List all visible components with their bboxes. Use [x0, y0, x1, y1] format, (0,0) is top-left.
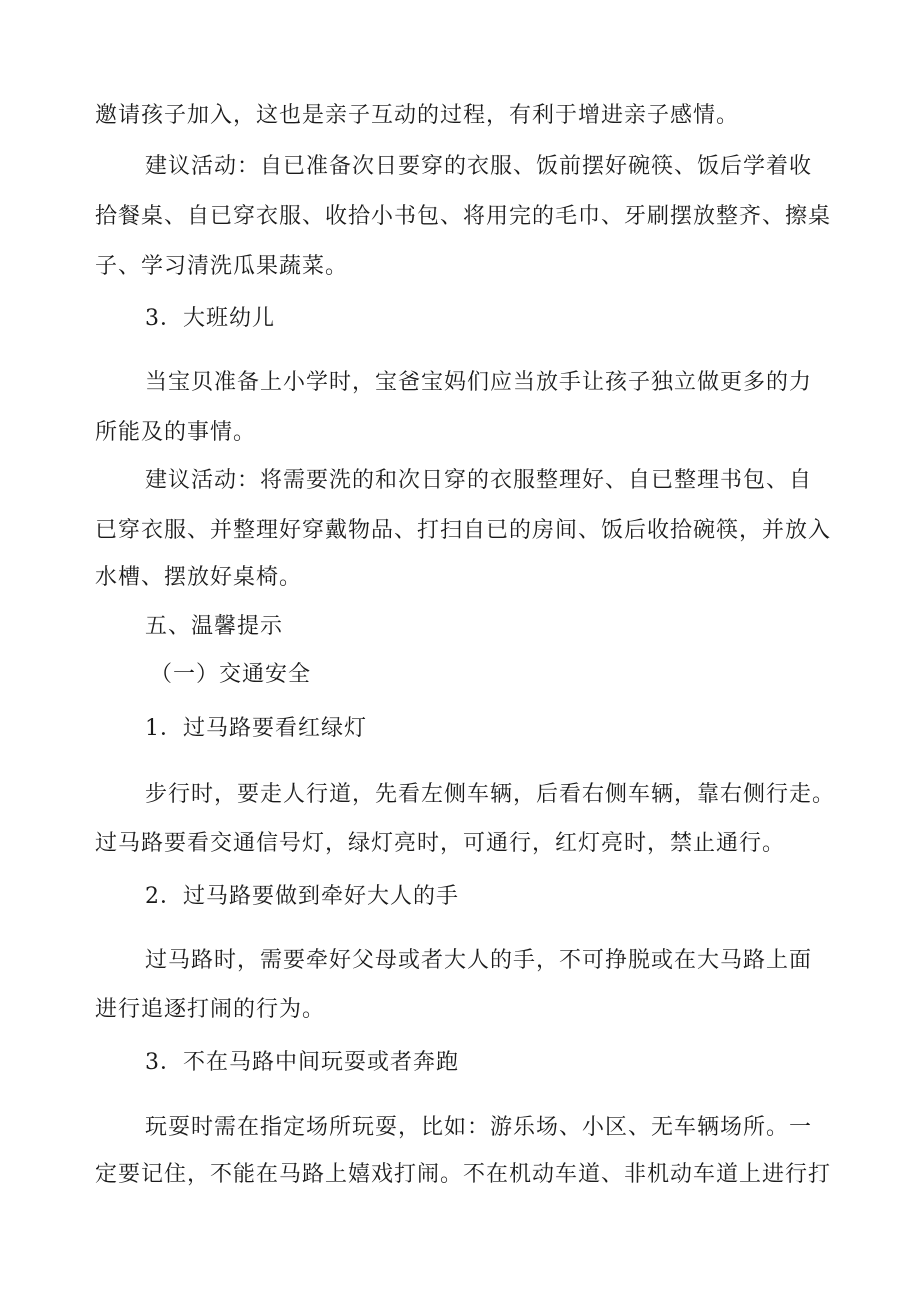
paragraph-line: 已穿衣服、并整理好穿戴物品、打扫自已的房间、饭后收拾碗筷，并放入: [95, 518, 832, 543]
paragraph-line: 子、学习清洗瓜果蔬菜。: [95, 254, 349, 279]
paragraph-line: 过马路时，需要牵好父母或者大人的手，不可挣脱或在大马路上面: [145, 948, 813, 973]
paragraph-line: 定要记住，不能在马路上嬉戏打闹。不在机动车道、非机动车道上进行打: [95, 1162, 832, 1187]
paragraph-line: 进行追逐打闹的行为。: [95, 997, 326, 1022]
paragraph-line: 建议活动：将需要洗的和次日穿的衣服整理好、自已整理书包、自: [145, 468, 813, 493]
paragraph-line: 水槽、摆放好桌椅。: [95, 565, 303, 590]
paragraph-line: 建议活动：自已准备次日要穿的衣服、饭前摆好碗筷、饭后学着收: [145, 154, 813, 179]
paragraph-line: 邀请孩子加入，这也是亲子互动的过程，有利于增进亲子感情。: [95, 103, 740, 128]
item-heading: 2．过马路要做到牵好大人的手: [145, 884, 459, 909]
paragraph-line: 拾餐桌、自已穿衣服、收拾小书包、将用完的毛巾、牙刷摆放整齐、擦桌: [95, 204, 832, 229]
paragraph-line: 玩耍时需在指定场所玩耍，比如：游乐场、小区、无车辆场所。一: [145, 1115, 813, 1140]
section-heading: 五、温馨提示: [145, 614, 284, 639]
paragraph-line: 过马路要看交通信号灯，绿灯亮时，可通行，红灯亮时，禁止通行。: [95, 831, 786, 856]
paragraph-line: 步行时，要走人行道，先看左侧车辆，后看右侧车辆，靠右侧行走。: [145, 782, 836, 807]
item-heading: 3．不在马路中间玩耍或者奔跑: [145, 1050, 459, 1075]
paragraph-line: 所能及的事情。: [95, 420, 257, 445]
section-heading: 3．大班幼儿: [145, 306, 275, 331]
paragraph-line: 当宝贝准备上小学时，宝爸宝妈们应当放手让孩子独立做更多的力: [145, 370, 813, 395]
item-heading: 1．过马路要看红绿灯: [145, 716, 367, 741]
subsection-heading: （一）交通安全: [150, 662, 312, 687]
